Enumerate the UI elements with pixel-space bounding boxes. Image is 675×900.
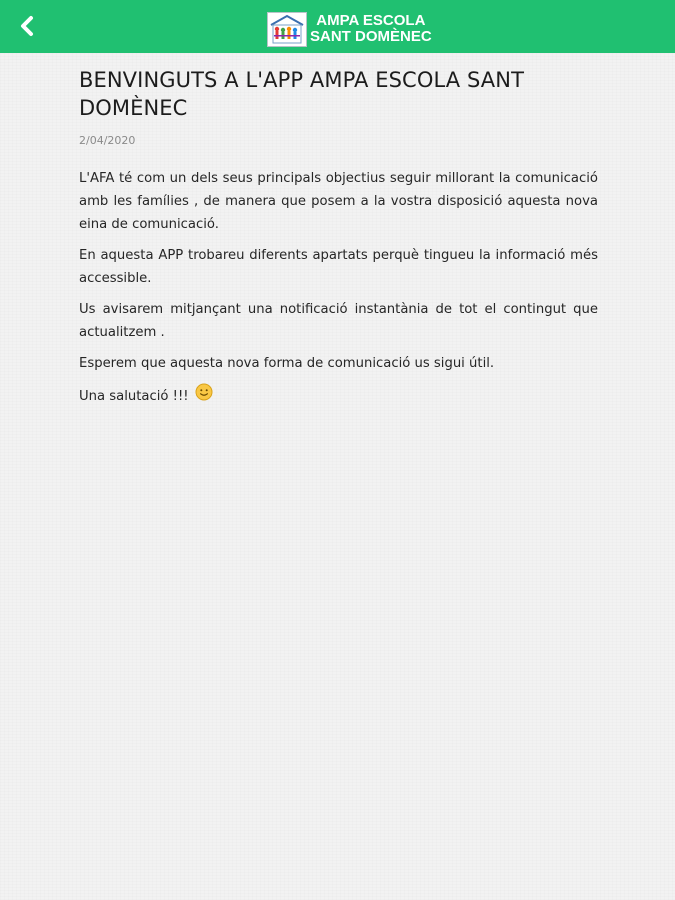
- back-button[interactable]: [10, 9, 44, 43]
- brand: [267, 10, 432, 48]
- brand-title: [310, 13, 432, 45]
- article-paragraph: Us avisarem mitjançant una notificació instantània de tot el contingut que actualitzem .: [79, 302, 598, 340]
- article-greeting: [79, 383, 598, 409]
- article-paragraph: L'AFA té com un dels seus principals objectius seguir millorant la comunicació amb les famílies , de manera que posem a la vostra disposició aquesta nova eina de comunicació.: [79, 171, 598, 232]
- greeting-text: Una salutació !!!: [79, 388, 189, 404]
- article-date: 2/04/2020: [79, 134, 136, 147]
- article-paragraph: Esperem que aquesta nova forma de comunicació us sigui útil.: [79, 356, 495, 371]
- app-header: [0, 0, 675, 53]
- article-paragraph: En aquesta APP trobareu diferents apartats perquè tingueu la informació més accessible.: [79, 248, 598, 286]
- brand-line-2: SANT DOMÈNEC: [310, 28, 432, 45]
- chevron-left-icon: [17, 15, 37, 37]
- article-title: BENVINGUTS A L'APP AMPA ESCOLA SANT DOMÈNEC: [79, 68, 524, 120]
- smiley-face-icon: [195, 383, 213, 409]
- article-content: [79, 66, 598, 417]
- article-body: [79, 167, 598, 409]
- school-logo: [267, 12, 307, 47]
- brand-line-1: AMPA ESCOLA: [316, 12, 426, 29]
